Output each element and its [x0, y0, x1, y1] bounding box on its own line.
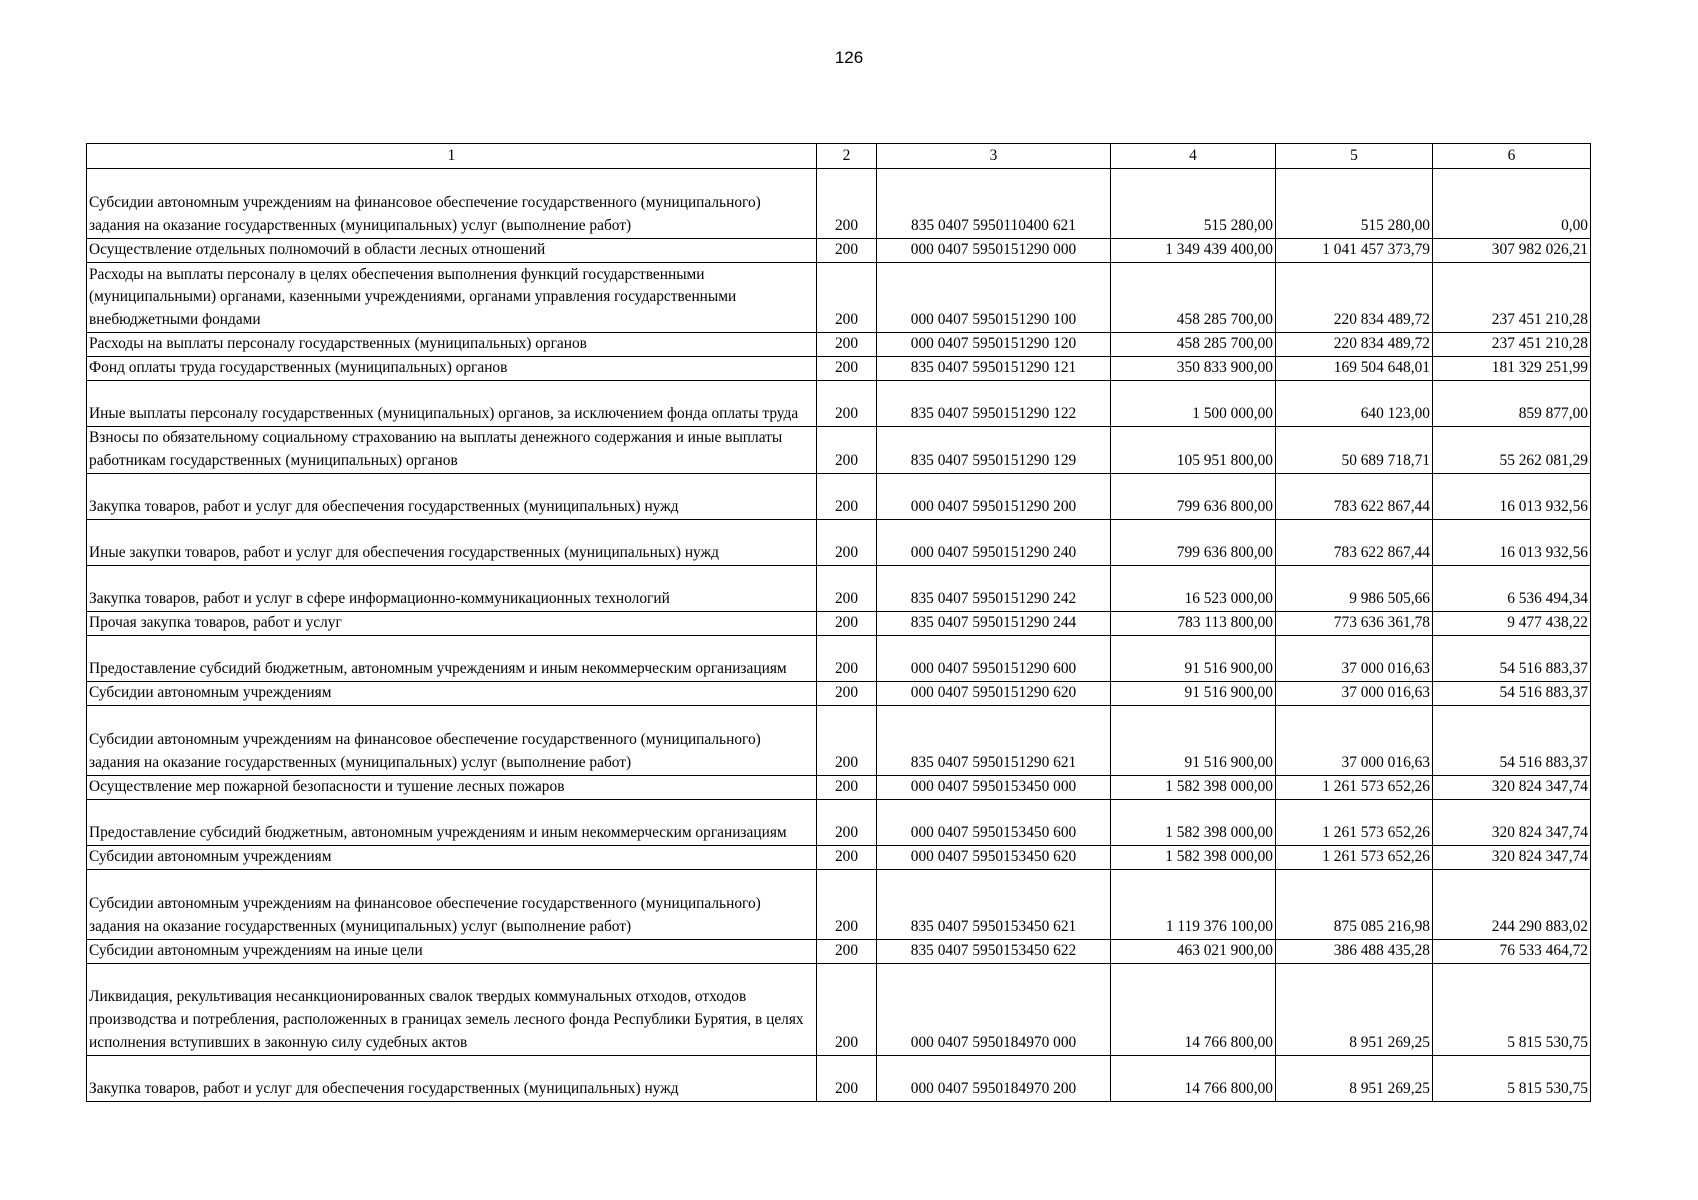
- table-row: [87, 963, 1591, 1055]
- row-kbk: 835 0407 5950153450 621: [877, 869, 1111, 939]
- row-kbk: 000 0407 5950184970 200: [877, 1055, 1111, 1101]
- budget-execution-table: [86, 143, 1591, 1102]
- header-cell-2: 2: [817, 144, 877, 169]
- row-code: 200: [817, 263, 877, 333]
- table-row: [87, 635, 1591, 681]
- row-code: 200: [817, 963, 877, 1055]
- row-name: Взносы по обязательному социальному страхованию на выплаты денежного содержания и иные выплаты работникам государственных (муниципальных) органов: [87, 427, 817, 474]
- row-unexecuted: 244 290 883,02: [1433, 869, 1591, 939]
- header-row: [87, 144, 1591, 169]
- row-executed: 50 689 718,71: [1276, 427, 1433, 474]
- table-row: [87, 169, 1591, 239]
- row-executed: 37 000 016,63: [1276, 635, 1433, 681]
- row-kbk: 000 0407 5950151290 200: [877, 473, 1111, 519]
- row-name: Закупка товаров, работ и услуг для обеспечения государственных (муниципальных) нужд: [87, 1055, 817, 1101]
- row-unexecuted: 54 516 883,37: [1433, 635, 1591, 681]
- row-executed: 8 951 269,25: [1276, 1055, 1433, 1101]
- row-unexecuted: 237 451 210,28: [1433, 263, 1591, 333]
- row-executed: 1 041 457 373,79: [1276, 239, 1433, 263]
- table-row: [87, 845, 1591, 869]
- row-code: 200: [817, 705, 877, 775]
- row-approved: 1 500 000,00: [1111, 381, 1276, 427]
- row-approved: 515 280,00: [1111, 169, 1276, 239]
- header-cell-4: 4: [1111, 144, 1276, 169]
- row-name: Иные выплаты персоналу государственных (муниципальных) органов, за исключением фонда оплаты труда: [87, 381, 817, 427]
- row-unexecuted: 76 533 464,72: [1433, 939, 1591, 963]
- table-row: [87, 333, 1591, 357]
- row-kbk: 835 0407 5950151290 244: [877, 611, 1111, 635]
- row-name: Субсидии автономным учреждениям: [87, 681, 817, 705]
- row-unexecuted: 237 451 210,28: [1433, 333, 1591, 357]
- row-executed: 386 488 435,28: [1276, 939, 1433, 963]
- table-row: [87, 681, 1591, 705]
- table-row: [87, 381, 1591, 427]
- row-code: 200: [817, 333, 877, 357]
- row-executed: 8 951 269,25: [1276, 963, 1433, 1055]
- table-row: [87, 611, 1591, 635]
- row-approved: 16 523 000,00: [1111, 565, 1276, 611]
- row-approved: 14 766 800,00: [1111, 963, 1276, 1055]
- row-name: Осуществление отдельных полномочий в области лесных отношений: [87, 239, 817, 263]
- row-approved: 350 833 900,00: [1111, 357, 1276, 381]
- row-code: 200: [817, 427, 877, 474]
- row-name: Субсидии автономным учреждениям на финансовое обеспечение государственного (муниципального) задания на оказание государственных (муниципальных) услуг (выполнение работ): [87, 705, 817, 775]
- row-unexecuted: 5 815 530,75: [1433, 963, 1591, 1055]
- row-kbk: 000 0407 5950153450 000: [877, 775, 1111, 799]
- row-name: Предоставление субсидий бюджетным, автономным учреждениям и иным некоммерческим организациям: [87, 799, 817, 845]
- row-unexecuted: 181 329 251,99: [1433, 357, 1591, 381]
- row-code: 200: [817, 357, 877, 381]
- row-executed: 37 000 016,63: [1276, 705, 1433, 775]
- row-executed: 37 000 016,63: [1276, 681, 1433, 705]
- row-executed: 783 622 867,44: [1276, 473, 1433, 519]
- row-name: Осуществление мер пожарной безопасности и тушение лесных пожаров: [87, 775, 817, 799]
- header-cell-3: 3: [877, 144, 1111, 169]
- row-kbk: 835 0407 5950151290 122: [877, 381, 1111, 427]
- row-kbk: 835 0407 5950110400 621: [877, 169, 1111, 239]
- row-unexecuted: 16 013 932,56: [1433, 473, 1591, 519]
- row-kbk: 000 0407 5950151290 120: [877, 333, 1111, 357]
- row-name: Закупка товаров, работ и услуг в сфере информационно-коммуникационных технологий: [87, 565, 817, 611]
- row-unexecuted: 55 262 081,29: [1433, 427, 1591, 474]
- row-code: 200: [817, 381, 877, 427]
- row-code: 200: [817, 869, 877, 939]
- row-unexecuted: 307 982 026,21: [1433, 239, 1591, 263]
- row-kbk: 835 0407 5950151290 242: [877, 565, 1111, 611]
- row-code: 200: [817, 1055, 877, 1101]
- row-code: 200: [817, 681, 877, 705]
- row-kbk: 835 0407 5950151290 621: [877, 705, 1111, 775]
- row-kbk: 000 0407 5950153450 600: [877, 799, 1111, 845]
- row-unexecuted: 859 877,00: [1433, 381, 1591, 427]
- row-kbk: 000 0407 5950184970 000: [877, 963, 1111, 1055]
- row-approved: 458 285 700,00: [1111, 333, 1276, 357]
- table-row: [87, 775, 1591, 799]
- row-name: Субсидии автономным учреждениям на финансовое обеспечение государственного (муниципального) задания на оказание государственных (муниципальных) услуг (выполнение работ): [87, 169, 817, 239]
- row-kbk: 000 0407 5950151290 620: [877, 681, 1111, 705]
- row-code: 200: [817, 845, 877, 869]
- row-unexecuted: 0,00: [1433, 169, 1591, 239]
- row-code: 200: [817, 169, 877, 239]
- header-cell-6: 6: [1433, 144, 1591, 169]
- row-kbk: 000 0407 5950151290 000: [877, 239, 1111, 263]
- row-unexecuted: 9 477 438,22: [1433, 611, 1591, 635]
- table-row: [87, 705, 1591, 775]
- row-code: 200: [817, 635, 877, 681]
- row-approved: 91 516 900,00: [1111, 681, 1276, 705]
- row-code: 200: [817, 565, 877, 611]
- row-executed: 1 261 573 652,26: [1276, 799, 1433, 845]
- table-row: [87, 799, 1591, 845]
- table-row: [87, 565, 1591, 611]
- row-name: Расходы на выплаты персоналу государственных (муниципальных) органов: [87, 333, 817, 357]
- row-kbk: 835 0407 5950151290 121: [877, 357, 1111, 381]
- table-row: [87, 263, 1591, 333]
- row-name: Закупка товаров, работ и услуг для обеспечения государственных (муниципальных) нужд: [87, 473, 817, 519]
- row-approved: 1 582 398 000,00: [1111, 845, 1276, 869]
- row-executed: 515 280,00: [1276, 169, 1433, 239]
- table-row: [87, 1055, 1591, 1101]
- row-kbk: 000 0407 5950151290 100: [877, 263, 1111, 333]
- row-code: 200: [817, 611, 877, 635]
- row-approved: 799 636 800,00: [1111, 473, 1276, 519]
- row-name: Расходы на выплаты персоналу в целях обеспечения выполнения функций государственными (муниципальными) органами, казенными учреждениями, органами управления государственными внебюджетными фондами: [87, 263, 817, 333]
- row-approved: 91 516 900,00: [1111, 705, 1276, 775]
- table-row: [87, 427, 1591, 474]
- row-code: 200: [817, 473, 877, 519]
- row-name: Субсидии автономным учреждениям на иные цели: [87, 939, 817, 963]
- row-approved: 1 582 398 000,00: [1111, 775, 1276, 799]
- table-row: [87, 357, 1591, 381]
- row-unexecuted: 6 536 494,34: [1433, 565, 1591, 611]
- row-executed: 220 834 489,72: [1276, 263, 1433, 333]
- row-approved: 463 021 900,00: [1111, 939, 1276, 963]
- row-name: Прочая закупка товаров, работ и услуг: [87, 611, 817, 635]
- row-name: Ликвидация, рекультивация несанкционированных свалок твердых коммунальных отходов, отходов производства и потребления, расположенных в границах земель лесного фонда Республики Бурятия, в целях исполнения вступивших в законную силу судебных актов: [87, 963, 817, 1055]
- table-row: [87, 519, 1591, 565]
- table-row: [87, 239, 1591, 263]
- table-row: [87, 939, 1591, 963]
- row-name: Субсидии автономным учреждениям: [87, 845, 817, 869]
- row-executed: 783 622 867,44: [1276, 519, 1433, 565]
- row-unexecuted: 320 824 347,74: [1433, 845, 1591, 869]
- row-unexecuted: 320 824 347,74: [1433, 775, 1591, 799]
- table-row: [87, 473, 1591, 519]
- row-executed: 875 085 216,98: [1276, 869, 1433, 939]
- row-executed: 169 504 648,01: [1276, 357, 1433, 381]
- header-cell-5: 5: [1276, 144, 1433, 169]
- row-name: Фонд оплаты труда государственных (муниципальных) органов: [87, 357, 817, 381]
- row-kbk: 000 0407 5950151290 600: [877, 635, 1111, 681]
- row-executed: 1 261 573 652,26: [1276, 845, 1433, 869]
- row-name: Иные закупки товаров, работ и услуг для обеспечения государственных (муниципальных) нужд: [87, 519, 817, 565]
- row-approved: 799 636 800,00: [1111, 519, 1276, 565]
- row-approved: 14 766 800,00: [1111, 1055, 1276, 1101]
- row-approved: 1 349 439 400,00: [1111, 239, 1276, 263]
- row-code: 200: [817, 239, 877, 263]
- row-approved: 1 582 398 000,00: [1111, 799, 1276, 845]
- row-name: Предоставление субсидий бюджетным, автономным учреждениям и иным некоммерческим организациям: [87, 635, 817, 681]
- row-code: 200: [817, 799, 877, 845]
- row-approved: 783 113 800,00: [1111, 611, 1276, 635]
- row-approved: 105 951 800,00: [1111, 427, 1276, 474]
- row-code: 200: [817, 519, 877, 565]
- row-kbk: 000 0407 5950151290 240: [877, 519, 1111, 565]
- row-kbk: 000 0407 5950153450 620: [877, 845, 1111, 869]
- row-approved: 458 285 700,00: [1111, 263, 1276, 333]
- row-executed: 773 636 361,78: [1276, 611, 1433, 635]
- header-cell-1: 1: [87, 144, 817, 169]
- row-code: 200: [817, 775, 877, 799]
- row-unexecuted: 320 824 347,74: [1433, 799, 1591, 845]
- row-unexecuted: 5 815 530,75: [1433, 1055, 1591, 1101]
- row-executed: 9 986 505,66: [1276, 565, 1433, 611]
- row-approved: 91 516 900,00: [1111, 635, 1276, 681]
- row-executed: 640 123,00: [1276, 381, 1433, 427]
- table-row: [87, 869, 1591, 939]
- row-unexecuted: 54 516 883,37: [1433, 681, 1591, 705]
- row-executed: 220 834 489,72: [1276, 333, 1433, 357]
- row-name: Субсидии автономным учреждениям на финансовое обеспечение государственного (муниципального) задания на оказание государственных (муниципальных) услуг (выполнение работ): [87, 869, 817, 939]
- page-number: 126: [834, 48, 864, 67]
- row-unexecuted: 16 013 932,56: [1433, 519, 1591, 565]
- row-executed: 1 261 573 652,26: [1276, 775, 1433, 799]
- row-kbk: 835 0407 5950153450 622: [877, 939, 1111, 963]
- row-approved: 1 119 376 100,00: [1111, 869, 1276, 939]
- row-kbk: 835 0407 5950151290 129: [877, 427, 1111, 474]
- row-unexecuted: 54 516 883,37: [1433, 705, 1591, 775]
- row-code: 200: [817, 939, 877, 963]
